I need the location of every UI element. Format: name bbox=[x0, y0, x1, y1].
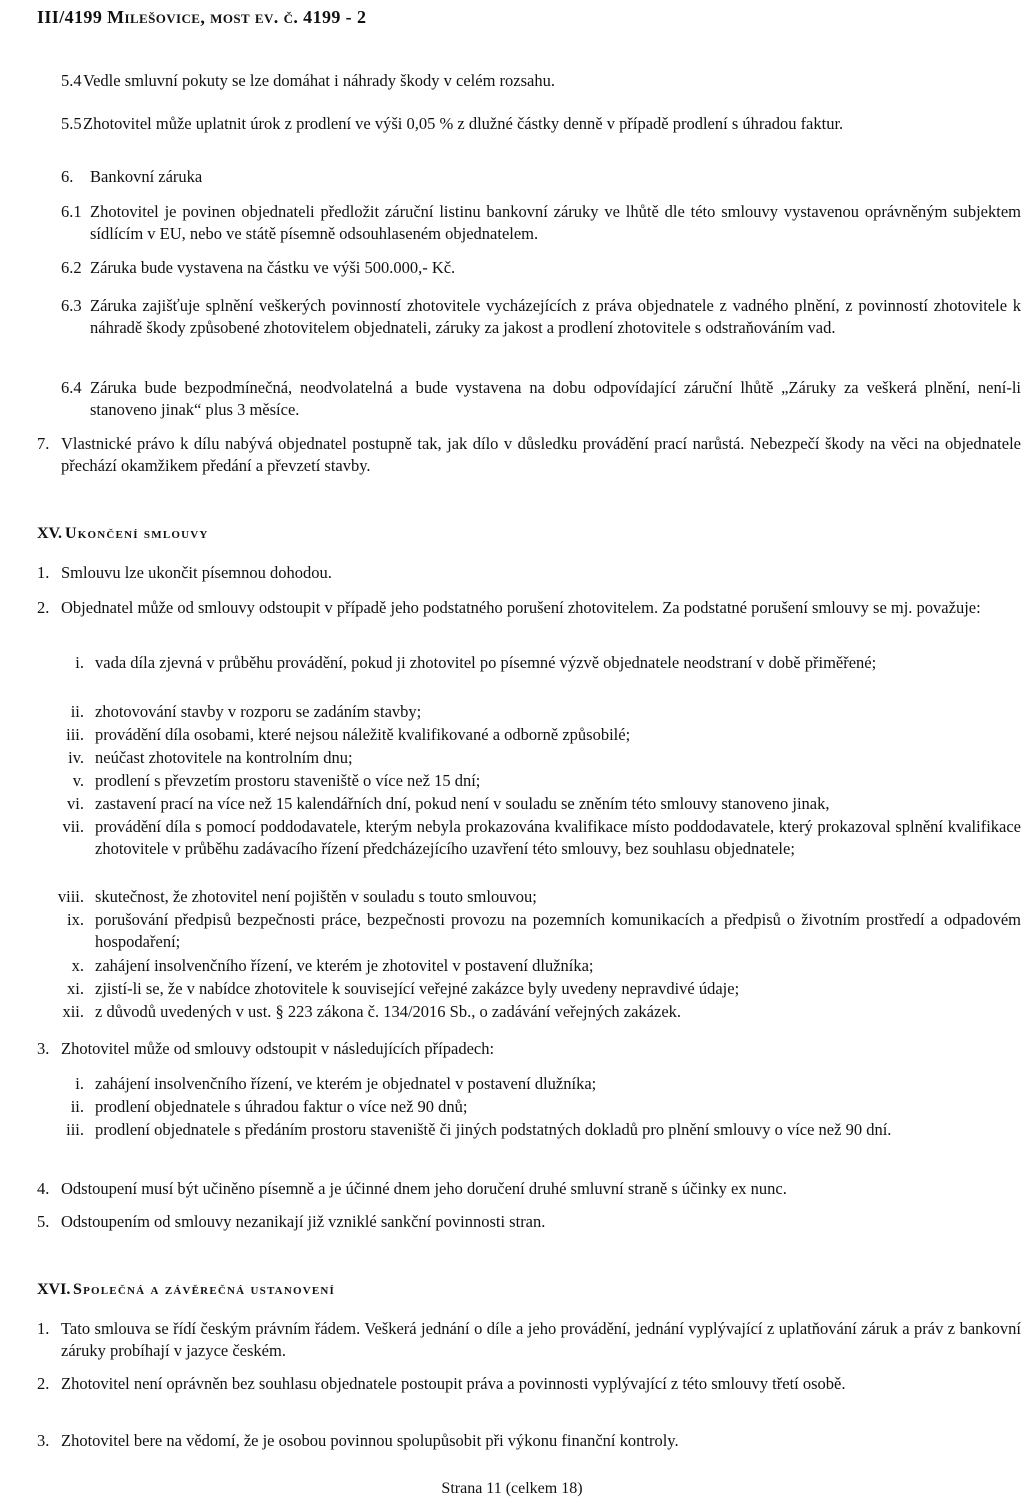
list-item-text: z důvodů uvedených v ust. § 223 zákona č. 134/2016 Sb., o zadávání veřejných zakázek. bbox=[95, 1002, 682, 1021]
clause-number: 1. bbox=[37, 563, 50, 582]
clause-text: Odstoupení musí být učiněno písemně a je účinné dnem jeho doručení druhé smluvní straně s účinky ex nunc. bbox=[61, 1179, 787, 1198]
clause-number: 4. bbox=[37, 1179, 50, 1198]
list-item-text: provádění díla osobami, které nejsou náležitě kvalifikované a odborně způsobilé; bbox=[95, 725, 631, 744]
clause-text: Odstoupením od smlouvy nezanikají již vzniklé sankční povinnosti stran. bbox=[61, 1212, 546, 1231]
clause-text: Smlouvu lze ukončit písemnou dohodou. bbox=[61, 563, 332, 582]
list-item-text: skutečnost, že zhotovitel není pojištěn v souladu s touto smlouvou; bbox=[95, 887, 537, 906]
section-number: XVI. bbox=[37, 1281, 71, 1298]
clause-number: 5.5 bbox=[61, 114, 82, 133]
clause-number: 6.1 bbox=[61, 202, 82, 221]
list-item-text: prodlení objednatele s předáním prostoru staveniště či jiných podstatných dokladů pro plnění smlouvy o více než 90 dní. bbox=[95, 1120, 892, 1139]
clause-text: Tato smlouva se řídí českým právním řádem. Veškerá jednání o díle a jeho provádění, jednání vyplývající z uplatňování záruk a práv z bankovní záruky probíhají v jazyce českém. bbox=[61, 1319, 1021, 1360]
clause-text: Záruka bude bezpodmínečná, neodvolatelná a bude vystavena na dobu odpovídající záruční lhůtě „Záruky za veškerá plnění, není-li stanoveno jinak“ plus 3 měsíce. bbox=[90, 378, 1021, 419]
list-item-number: xi. bbox=[67, 979, 84, 998]
clause-number: 7. bbox=[37, 434, 50, 453]
clause-text: Zhotovitel je povinen objednateli předložit záruční listinu bankovní záruky ve lhůtě dle této smlouvy vystavenou oprávněným subjektem sídlícím v EU, nebo ve státě písemně odsouhlaseném objednatelem. bbox=[90, 202, 1021, 243]
section-title: Společná a závěrečná ustanovení bbox=[73, 1281, 336, 1298]
section-title: Ukončení smlouvy bbox=[65, 525, 209, 542]
clause-number: 6.2 bbox=[61, 258, 82, 277]
clause-number: 6.4 bbox=[61, 378, 82, 397]
list-item-text: prodlení s převzetím prostoru staveniště o více než 15 dní; bbox=[95, 771, 481, 790]
clause-number: 5. bbox=[37, 1212, 50, 1231]
list-item-number: i. bbox=[75, 653, 84, 672]
list-item-text: zhotovování stavby v rozporu se zadáním stavby; bbox=[95, 702, 422, 721]
list-item-number: iv. bbox=[68, 748, 84, 767]
clause-number: 2. bbox=[37, 1374, 50, 1393]
list-item-number: x. bbox=[71, 956, 84, 975]
page-header: III/4199 Milešovice, most ev. č. 4199 - 2 bbox=[37, 7, 367, 27]
clause-text: Bankovní záruka bbox=[90, 167, 203, 186]
list-item-number: v. bbox=[72, 771, 84, 790]
section-heading-xv bbox=[37, 523, 209, 544]
list-item-text: zastavení prací na více než 15 kalendářních dní, pokud není v souladu se zněním této smlouvy stanoveno jinak, bbox=[95, 794, 830, 813]
clause-text: Vlastnické právo k dílu nabývá objednatel postupně tak, jak dílo v důsledku provádění prací narůstá. Nebezpečí škody na věci na objednatele přechází okamžikem předání a převzetí stavby. bbox=[61, 434, 1021, 475]
clause-number: 6.3 bbox=[61, 296, 82, 315]
list-item-text: porušování předpisů bezpečnosti práce, bezpečnosti provozu na pozemních komunikacích a předpisů o životním prostředí a odpadovém hospodaření; bbox=[95, 910, 1021, 951]
clause-text: Zhotovitel může uplatnit úrok z prodlení ve výši 0,05 % z dlužné částky denně v případě prodlení s úhradou faktur. bbox=[83, 114, 844, 133]
list-item-text: zahájení insolvenčního řízení, ve kterém je objednatel v postavení dlužníka; bbox=[95, 1074, 597, 1093]
list-item-number: vi. bbox=[67, 794, 84, 813]
clause-text: Zhotovitel může od smlouvy odstoupit v následujících případech: bbox=[61, 1039, 495, 1058]
list-item-text: provádění díla s pomocí poddodavatele, kterým nebyla prokazována kvalifikace místo poddodavatele, který prokazoval splnění kvalifikace zhotovitele v průběhu zadávacího řízení předcházejícího uzavření této smlouvy, bez souhlasu objednatele; bbox=[95, 817, 1021, 858]
clause-number: 2. bbox=[37, 598, 50, 617]
clause-number: 5.4 bbox=[61, 71, 82, 90]
clause-number: 1. bbox=[37, 1319, 50, 1338]
clause-number: 6. bbox=[61, 167, 74, 186]
page-footer: Strana 11 (celkem 18) bbox=[441, 1480, 583, 1497]
section-heading-xvi bbox=[37, 1279, 335, 1300]
clause-text: Vedle smluvní pokuty se lze domáhat i náhrady škody v celém rozsahu. bbox=[83, 71, 555, 90]
list-item-number: iii. bbox=[66, 725, 84, 744]
clause-text: Záruka bude vystavena na částku ve výši 500.000,- Kč. bbox=[90, 258, 456, 277]
list-item-number: iii. bbox=[66, 1120, 84, 1139]
clause-text: Zhotovitel bere na vědomí, že je osobou povinnou spolupůsobit při výkonu finanční kontroly. bbox=[61, 1431, 679, 1450]
list-item-text: prodlení objednatele s úhradou faktur o více než 90 dnů; bbox=[95, 1097, 468, 1116]
clause-text: Záruka zajišťuje splnění veškerých povinností zhotovitele vycházejících z práva objednatele z vadného plnění, z povinností zhotovitele k náhradě škody způsobené zhotovitelem objednateli, záruky za jakost a prodlení zhotovitele s odstraňováním vad. bbox=[90, 296, 1021, 337]
list-item-text: zjistí-li se, že v nabídce zhotovitele k související veřejné zakázce byly uvedeny nepravdivé údaje; bbox=[95, 979, 740, 998]
list-item-number: ii. bbox=[70, 1097, 84, 1116]
list-item-text: neúčast zhotovitele na kontrolním dnu; bbox=[95, 748, 353, 767]
section-number: XV. bbox=[37, 525, 63, 542]
list-item-number: i. bbox=[75, 1074, 84, 1093]
clause-text: Objednatel může od smlouvy odstoupit v případě jeho podstatného porušení zhotovitelem. Za podstatné porušení smlouvy se mj. považuje: bbox=[61, 598, 981, 617]
list-item-text: vada díla zjevná v průběhu provádění, pokud ji zhotovitel po písemné výzvě objednatele neodstraní v době přiměřené; bbox=[95, 653, 877, 672]
list-item-number: ii. bbox=[70, 702, 84, 721]
list-item-number: vii. bbox=[62, 817, 84, 836]
list-item-number: viii. bbox=[57, 887, 84, 906]
clause-number: 3. bbox=[37, 1039, 50, 1058]
list-item-text: zahájení insolvenčního řízení, ve kterém je zhotovitel v postavení dlužníka; bbox=[95, 956, 594, 975]
clause-number: 3. bbox=[37, 1431, 50, 1450]
list-item-number: ix. bbox=[67, 910, 84, 929]
list-item-number: xii. bbox=[62, 1002, 84, 1021]
clause-text: Zhotovitel není oprávněn bez souhlasu objednatele postoupit práva a povinnosti vyplývající z této smlouvy třetí osobě. bbox=[61, 1374, 846, 1393]
